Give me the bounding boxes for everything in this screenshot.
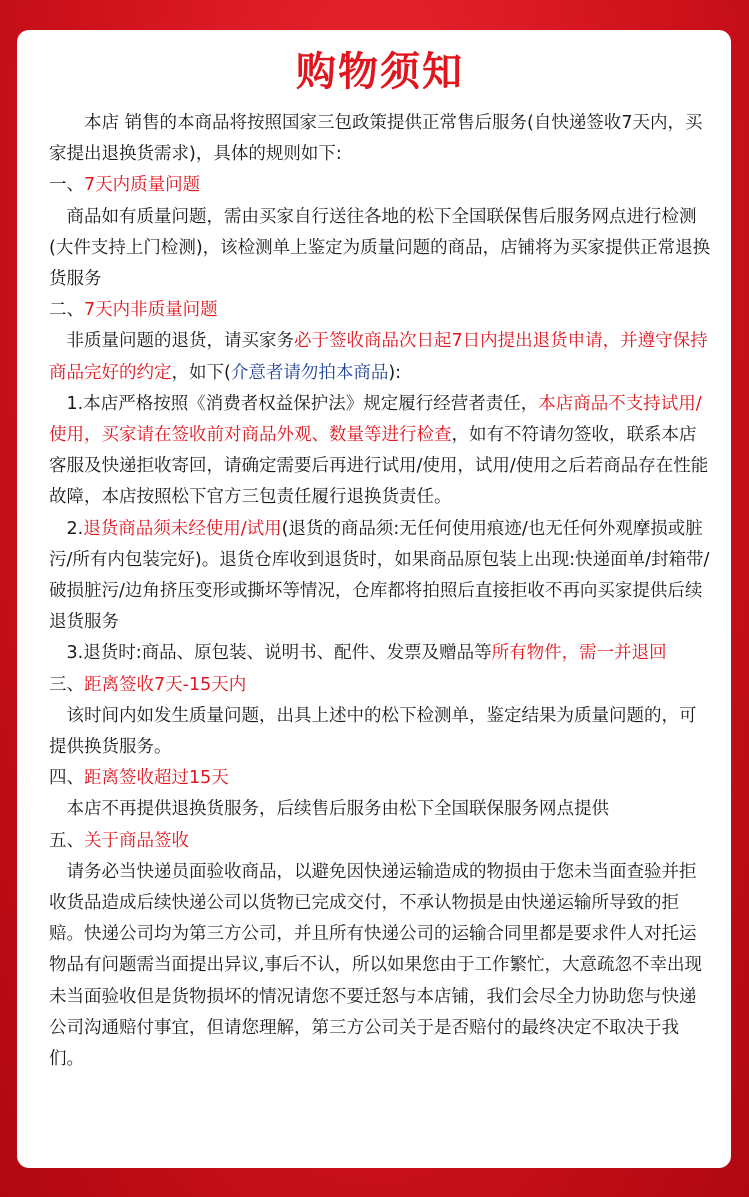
section-4-body: 本店不再提供退换货服务，后续售后服务由松下全国联保服务网点提供 <box>66 799 609 820</box>
section-3-title: 距离签收7天-15天内 <box>84 674 247 695</box>
s2-text-b: ，如下( <box>171 362 231 383</box>
section-4-number: 四、 <box>49 768 84 789</box>
section-5-heading <box>49 826 711 857</box>
section-5-number: 五、 <box>49 830 84 851</box>
s2-item-1-highlight: 本店商品不支持试用/使用，买家请在签收前对商品外观、数量等进行检查 <box>49 393 702 446</box>
s2-item-2-text-a: 2. <box>66 518 84 539</box>
section-3-heading <box>49 670 711 701</box>
page-title: 购物须知 <box>296 49 464 95</box>
s2-item-1-text-a: 1.本店严格按照《消费者权益保护法》规定履行经营者责任， <box>66 393 539 414</box>
s2-item-2 <box>49 514 711 639</box>
section-4-heading <box>49 763 711 794</box>
section-3-number: 三、 <box>49 674 84 695</box>
section-2-title: 7天内非质量问题 <box>84 300 218 321</box>
intro-paragraph: 本店 销售的本商品将按照国家三包政策提供正常售后服务(自快递签收7天内，买家提出退换货需求)，具体的规则如下: <box>49 113 703 165</box>
s2-item-1-text-b: ，如有不符请勿签收，联系本店客服及快递拒收寄回，请确定需要后再进行试用/使用，试用/使用之后若商品存在性能故障，本店按照松下官方三包责任履行退换货责任。 <box>49 425 709 508</box>
s2-text-a: 非质量问题的退货，请买家务 <box>66 331 294 352</box>
section-5-title: 关于商品签收 <box>84 830 189 851</box>
section-2-number: 二、 <box>49 300 84 321</box>
s2-item-1 <box>49 389 711 514</box>
section-2-heading <box>49 295 711 326</box>
notice-card <box>17 30 731 1168</box>
section-2-paragraph <box>49 326 711 388</box>
section-1-heading <box>49 170 711 201</box>
s2-highlight-caution: 介意者请勿拍本商品 <box>230 362 389 383</box>
s2-item-2-text-b: (退货的商品须:无任何使用痕迹/也无任何外观摩损或脏污/所有内包装完好)。退货仓库收到退货时，如果商品原包装上出现:快递面单/封箱带/破损脏污/边角挤压变形或撕坏等情况，仓库都将拍照后直接拒收不再向买家提供后续退货服务 <box>49 518 710 633</box>
section-1-title: 7天内质量问题 <box>84 175 201 196</box>
s2-highlight-return-deadline: 必于签收商品次日起7日内提出退货申请，并遵守保持商品完好的约定 <box>49 331 708 383</box>
s2-item-3 <box>49 638 711 669</box>
section-1-number: 一、 <box>49 175 84 196</box>
s2-item-3-text-a: 3.退货时:商品、原包装、说明书、配件、发票及赠品等 <box>66 643 492 664</box>
s2-item-3-highlight: 所有物件，需一并退回 <box>491 643 667 664</box>
section-4-title: 距离签收超过15天 <box>84 768 229 789</box>
s2-text-c: ): <box>388 362 402 383</box>
s2-item-2-highlight: 退货商品须未经使用/试用 <box>83 518 282 539</box>
section-3-body: 该时间内如发生质量问题，出具上述中的松下检测单，鉴定结果为质量问题的，可提供换货服务。 <box>49 705 697 758</box>
section-1-body: 商品如有质量问题，需由买家自行送往各地的松下全国联保售后服务网点进行检测(大件支持上门检测)，该检测单上鉴定为质量问题的商品，店铺将为买家提供正常退换货服务 <box>49 206 711 290</box>
section-5-body: 请务必当快递员面验收商品，以避免因快递运输造成的物损由于您未当面查验并拒收货品造成后续快递公司以货物已完成交付，不承认物损是由快递运输所导致的拒赔。快递公司均为第三方公司，并且所有快递公司的运输合同里都是要求件人对托运物品有问题需当面提出异议,事后不认，所以如果您由于工作繁忙，大意疏忽不幸出现未当面验收但是货物损坏的情况请您不要迁怒与本店铺，我们会尽全力协助您与快递公司沟通赔付事宜，但请您理解，第三方公司关于是否赔付的最终决定不取决于我们。 <box>49 861 703 1070</box>
